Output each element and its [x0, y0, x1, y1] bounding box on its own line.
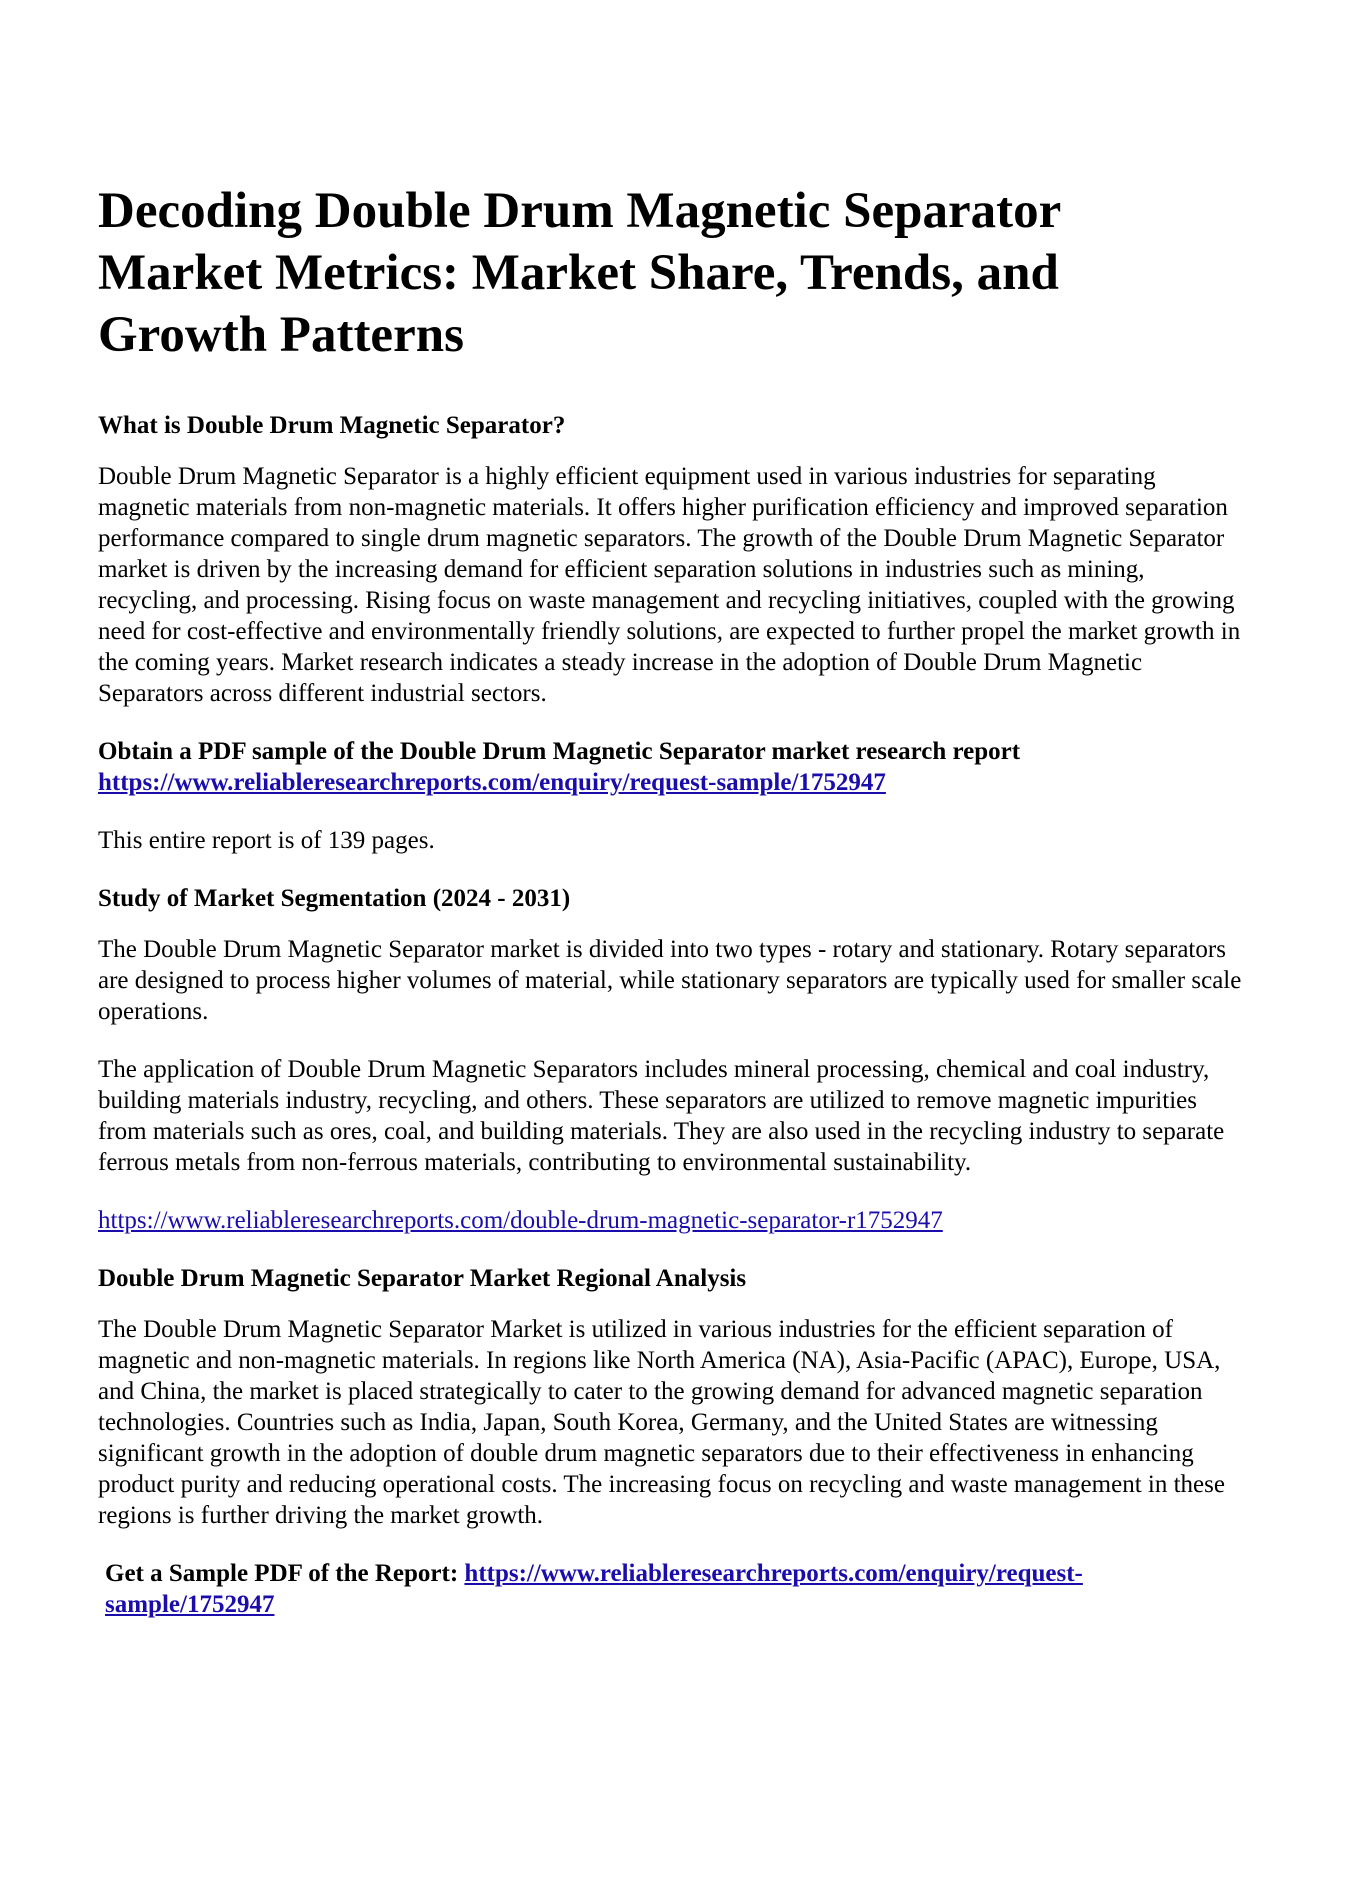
section-heading-regional: Double Drum Magnetic Separator Market Regional Analysis [98, 1265, 747, 1292]
pages-note: This entire report is of 139 pages. [98, 827, 435, 854]
page-title: Decoding Double Drum Magnetic Separator Market Metrics: Market Share, Trends, and Growth Patterns [98, 183, 1061, 363]
report-page-link[interactable]: https://www.reliableresearchreports.com/double-drum-magnetic-separator-r1752947 [98, 1207, 943, 1234]
sample-cta-text: Obtain a PDF sample of the Double Drum Magnetic Separator market research report [98, 738, 1021, 765]
final-sample-link[interactable]: https://www.reliableresearchreports.com/enquiry/request-sample/1752947 [105, 1560, 1083, 1618]
paragraph-what-is: Double Drum Magnetic Separator is a highly efficient equipment used in various industries for separating magnetic materials from non-magnetic materials. It offers higher purification efficiency and improved separation performance compared to single drum magnetic separators. The growth of the Double Drum Magnetic Separator market is driven by the increasing demand for efficient separation solutions in industries such as mining, recycling, and processing. Rising focus on waste management and recycling initiatives, coupled with the growing need for cost-effective and environmentally friendly solutions, are expected to further propel the market growth in the coming years. Market research indicates a steady increase in the adoption of Double Drum Magnetic Separators across different industrial sectors. [98, 463, 1241, 707]
sample-cta-paragraph [98, 736, 1247, 798]
paragraph-regional: The Double Drum Magnetic Separator Market is utilized in various industries for the efficient separation of magnetic and non-magnetic materials. In regions like North America (NA), Asia-Pacific (APAC), Europe, USA, and China, the market is placed strategically to cater to the growing demand for advanced magnetic separation technologies. Countries such as India, Japan, South Korea, Germany, and the United States are witnessing significant growth in the adoption of double drum magnetic separators due to their effectiveness in enhancing product purity and reducing operational costs. The increasing focus on recycling and waste management in these regions is further driving the market growth. [98, 1316, 1225, 1529]
report-link-paragraph [98, 1205, 1247, 1236]
sample-request-link[interactable]: https://www.reliableresearchreports.com/enquiry/request-sample/1752947 [98, 769, 886, 796]
final-cta-text: Get a Sample PDF of the Report: [105, 1560, 459, 1587]
final-cta-paragraph [98, 1558, 1247, 1620]
paragraph-types: The Double Drum Magnetic Separator market is divided into two types - rotary and stationary. Rotary separators are designed to process higher volumes of material, while stationary separators are typically used for smaller scale operations. [98, 936, 1242, 1025]
section-heading-segmentation: Study of Market Segmentation (2024 - 2031) [98, 885, 571, 912]
paragraph-application: The application of Double Drum Magnetic Separators includes mineral processing, chemical and coal industry, building materials industry, recycling, and others. These separators are utilized to remove magnetic impurities from materials such as ores, coal, and building materials. They are also used in the recycling industry to separate ferrous metals from non-ferrous materials, contributing to environmental sustainability. [98, 1056, 1225, 1176]
section-heading-what-is: What is Double Drum Magnetic Separator? [98, 412, 566, 439]
